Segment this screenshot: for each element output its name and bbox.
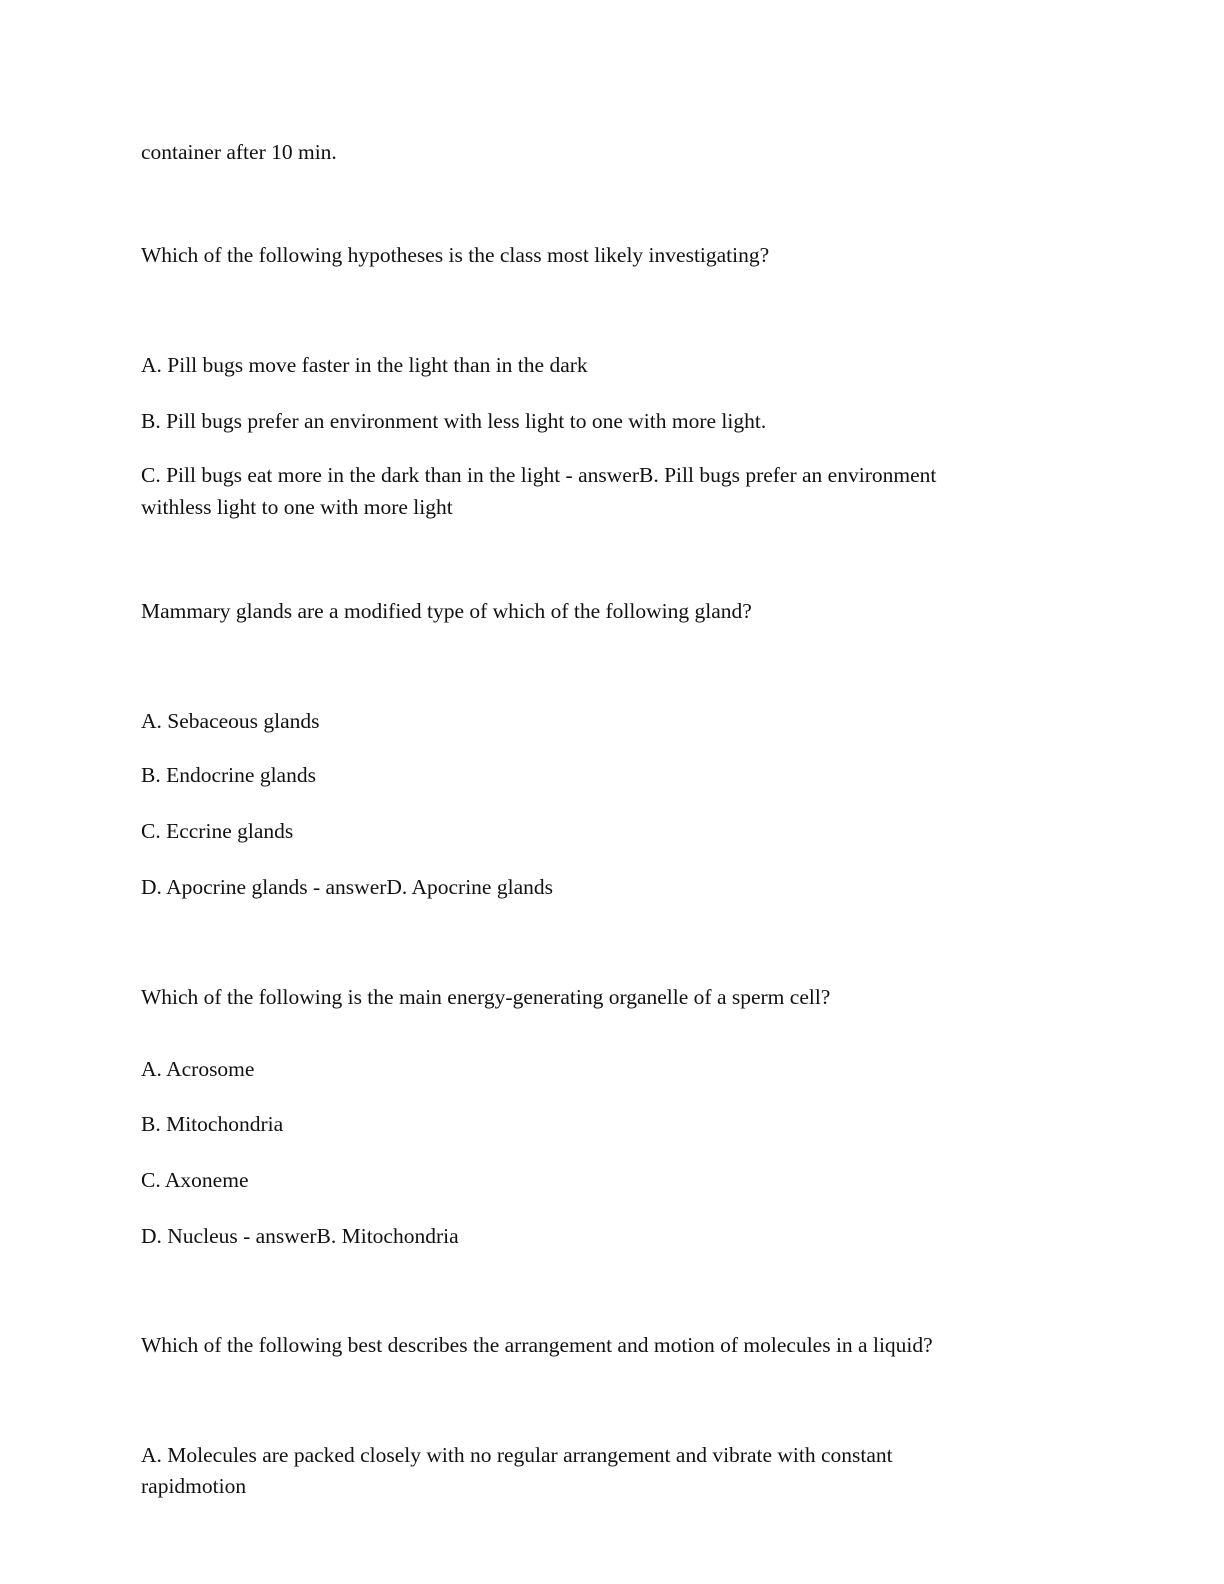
question-4-option-a-line-1: A. Molecules are packed closely with no regular arrangement and vibrate with constant	[141, 1443, 893, 1467]
question-4-option-a-line-2: rapidmotion	[141, 1474, 247, 1498]
question-2-option-b: B. Endocrine glands	[141, 763, 316, 787]
question-1-option-c-line-1: C. Pill bugs eat more in the dark than in the light - answerB. Pill bugs prefer an environment	[141, 463, 937, 487]
question-3-option-a: A. Acrosome	[141, 1057, 255, 1081]
question-3: Which of the following is the main energy-generating organelle of a sperm cell?	[141, 985, 831, 1009]
question-2-option-a: A. Sebaceous glands	[141, 709, 320, 733]
question-3-option-c: C. Axoneme	[141, 1168, 249, 1192]
question-3-option-b: B. Mitochondria	[141, 1112, 284, 1136]
question-2-option-c: C. Eccrine glands	[141, 819, 294, 843]
question-1-option-c-line-2: withless light to one with more light	[141, 495, 453, 519]
text-line-continuation: container after 10 min.	[141, 140, 337, 164]
question-2: Mammary glands are a modified type of which of the following gland?	[141, 599, 752, 623]
question-1-option-a: A. Pill bugs move faster in the light than in the dark	[141, 353, 588, 377]
question-1: Which of the following hypotheses is the class most likely investigating?	[141, 243, 770, 267]
question-4: Which of the following best describes the arrangement and motion of molecules in a liquid?	[141, 1333, 933, 1357]
question-2-option-d: D. Apocrine glands - answerD. Apocrine glands	[141, 875, 553, 899]
question-1-option-b: B. Pill bugs prefer an environment with less light to one with more light.	[141, 409, 767, 433]
question-3-option-d: D. Nucleus - answerB. Mitochondria	[141, 1224, 459, 1248]
